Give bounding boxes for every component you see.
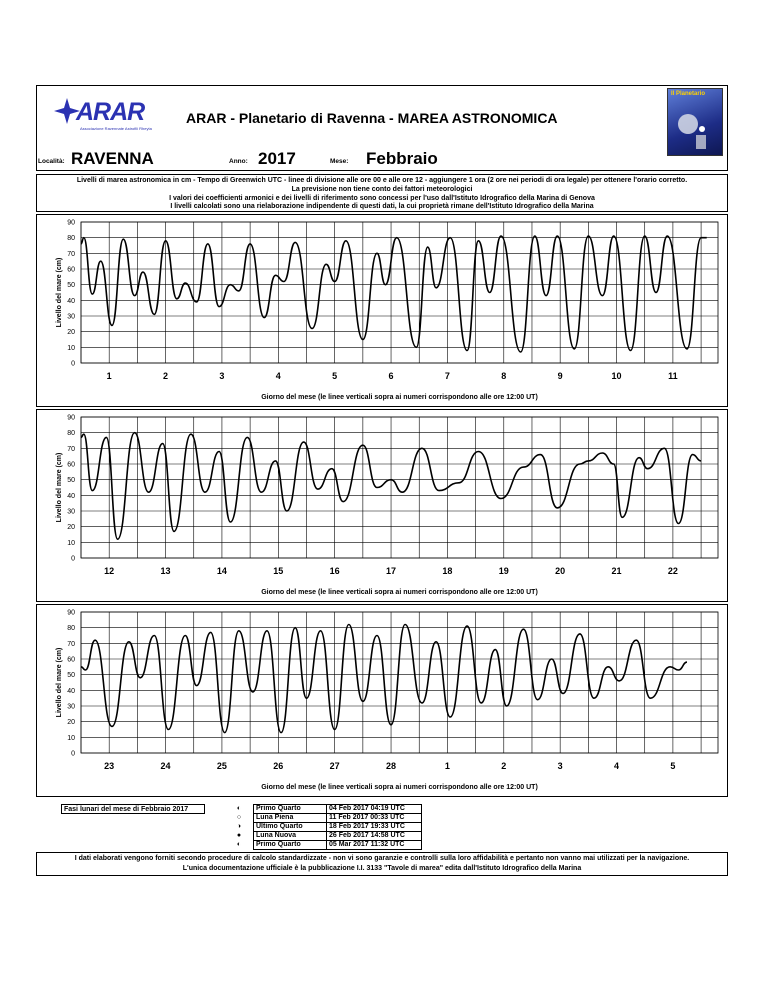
tide-chart-2 — [37, 410, 729, 603]
x-tick-label: 23 — [104, 761, 115, 771]
x-axis-label: Giorno del mese (le linee verticali sopra ai numeri corrispondono alle ore 12:00 UT) — [261, 394, 538, 401]
y-tick-label: 10 — [67, 539, 75, 547]
planetarium-icon — [668, 89, 722, 155]
disclaimer-line: I dati elaborati vengono forniti secondo procedure di calcolo standardizzate - non vi sono garanzie e controlli sulla loro affidabilità e pertanto non vanno mai utilizzati per la navigazione. — [74, 855, 690, 862]
tide-level-line — [81, 625, 687, 733]
logo-text: ARAR — [76, 98, 145, 126]
logo-subtext: Associazione Ravennate Astrofili Rheyta — [80, 126, 152, 131]
tide-chart-panel-2 — [36, 409, 728, 602]
y-tick-label: 90 — [67, 414, 75, 422]
x-tick-label: 3 — [557, 761, 563, 771]
y-axis-label: Livello del mare (cm) — [56, 647, 63, 718]
moon-phase-row — [225, 841, 422, 850]
first-quarter-icon: ◐ — [236, 841, 242, 848]
anno-value: 2017 — [258, 149, 296, 168]
x-tick-label: 1 — [444, 761, 450, 771]
y-tick-label: 30 — [67, 508, 75, 516]
description-panel — [36, 174, 728, 212]
y-tick-label: 50 — [67, 672, 75, 680]
x-axis-label: Giorno del mese (le linee verticali sopra ai numeri corrispondono alle ore 12:00 UT) — [261, 589, 538, 596]
description-line: Livelli di marea astronomica in cm - Tempo di Greenwich UTC - linee di divisione alle ore 00 e alle ore 12 - aggiungere 1 ora (2 ore nei periodi di ora legale) per ottenere l'orario corretto. — [76, 177, 688, 184]
first-quarter-icon: ◐ — [236, 805, 242, 812]
x-tick-label: 6 — [388, 371, 394, 381]
y-tick-label: 80 — [67, 625, 75, 633]
moon-phases-caption: Fasi lunari del mese di Febbraio 2017 — [61, 804, 205, 814]
disclaimer-line: L'unica documentazione ufficiale è la pubblicazione I.I. 3133 "Tavole di marea" edita dall'Istituto Idrografico della Marina — [182, 865, 582, 872]
moon-phase-name: Primo Quarto — [254, 805, 327, 814]
moon-phase-date: 26 Feb 2017 14:58 UTC — [327, 832, 422, 841]
y-tick-label: 20 — [67, 719, 75, 727]
x-tick-label: 17 — [386, 566, 397, 576]
x-tick-label: 15 — [273, 566, 284, 576]
y-tick-label: 50 — [67, 477, 75, 485]
y-tick-label: 0 — [71, 555, 75, 563]
new-moon-icon: ● — [236, 832, 242, 839]
y-tick-label: 10 — [67, 344, 75, 352]
y-tick-label: 30 — [67, 313, 75, 321]
description-line: La previsione non tiene conto dei fattori meteorologici — [291, 186, 473, 193]
x-tick-label: 12 — [104, 566, 115, 576]
y-tick-label: 40 — [67, 297, 75, 305]
y-tick-label: 40 — [67, 687, 75, 695]
x-tick-label: 18 — [442, 566, 453, 576]
x-tick-label: 21 — [611, 566, 622, 576]
moon-phase-date: 18 Feb 2017 19:33 UTC — [327, 823, 422, 832]
x-axis-label: Giorno del mese (le linee verticali sopra ai numeri corrispondono alle ore 12:00 UT) — [261, 784, 538, 791]
y-tick-label: 50 — [67, 282, 75, 290]
y-tick-label: 30 — [67, 703, 75, 711]
x-tick-label: 4 — [275, 371, 281, 381]
x-tick-label: 2 — [501, 761, 507, 771]
mese-value: Febbraio — [366, 149, 438, 168]
tide-chart-3 — [37, 605, 729, 798]
x-tick-label: 24 — [160, 761, 171, 771]
y-tick-label: 0 — [71, 750, 75, 758]
y-tick-label: 70 — [67, 445, 75, 453]
y-tick-label: 60 — [67, 461, 75, 469]
moon-phase-name: Ultimo Quarto — [254, 823, 327, 832]
arar-logo — [52, 96, 152, 136]
y-tick-label: 60 — [67, 266, 75, 274]
x-tick-label: 5 — [332, 371, 338, 381]
x-tick-label: 25 — [216, 761, 227, 771]
y-tick-label: 10 — [67, 734, 75, 742]
x-tick-label: 20 — [555, 566, 566, 576]
last-quarter-icon: ◑ — [236, 823, 242, 830]
y-tick-label: 80 — [67, 430, 75, 438]
full-moon-icon: ○ — [236, 814, 242, 821]
x-tick-label: 3 — [219, 371, 225, 381]
x-tick-label: 7 — [444, 371, 450, 381]
y-tick-label: 40 — [67, 492, 75, 500]
anno-label: Anno: — [229, 158, 248, 165]
moon-phases-table — [225, 804, 422, 850]
y-tick-label: 70 — [67, 250, 75, 258]
book-title: Il Planetario — [671, 91, 706, 97]
moon-phase-row — [225, 814, 422, 823]
y-tick-label: 80 — [67, 235, 75, 243]
moon-phase-row — [225, 805, 422, 814]
x-tick-label: 2 — [163, 371, 169, 381]
x-tick-label: 14 — [216, 566, 227, 576]
x-tick-label: 9 — [557, 371, 563, 381]
y-tick-label: 20 — [67, 524, 75, 532]
x-tick-label: 26 — [273, 761, 284, 771]
y-tick-label: 60 — [67, 656, 75, 664]
description-line: I valori dei coefficienti armonici e dei livelli di riferimento sono concessi per l'uso dall'Istituto Idrografico della Marina di Genova — [169, 194, 595, 202]
y-tick-label: 0 — [71, 360, 75, 368]
y-axis-label: Livello del mare (cm) — [56, 452, 63, 523]
moon-phase-name: Primo Quarto — [254, 841, 327, 850]
x-tick-label: 16 — [329, 566, 340, 576]
tide-chart-1 — [37, 215, 729, 408]
x-tick-label: 13 — [160, 566, 171, 576]
x-tick-label: 19 — [498, 566, 509, 576]
x-tick-label: 10 — [611, 371, 622, 381]
y-tick-label: 70 — [67, 640, 75, 648]
y-axis-label: Livello del mare (cm) — [56, 257, 63, 328]
x-tick-label: 11 — [668, 371, 678, 381]
x-tick-label: 22 — [667, 566, 678, 576]
localita-label: Località: — [38, 158, 65, 165]
tide-chart-panel-3 — [36, 604, 728, 797]
x-tick-label: 1 — [106, 371, 112, 381]
localita-value: RAVENNA — [71, 149, 154, 168]
moon-phase-date: 05 Mar 2017 11:32 UTC — [327, 841, 422, 850]
y-tick-label: 90 — [67, 609, 75, 617]
x-tick-label: 5 — [670, 761, 676, 771]
moon-phase-name: Luna Nuova — [254, 832, 327, 841]
moon-phase-row — [225, 832, 422, 841]
moon-phase-date: 04 Feb 2017 04:19 UTC — [327, 805, 422, 814]
y-tick-label: 20 — [67, 329, 75, 337]
moon-phase-date: 11 Feb 2017 00:33 UTC — [327, 814, 422, 823]
x-tick-label: 4 — [614, 761, 620, 771]
moon-phase-row — [225, 823, 422, 832]
y-tick-label: 90 — [67, 219, 75, 227]
tide-chart-panel-1 — [36, 214, 728, 407]
description-line: I livelli calcolati sono una rielaborazione indipendente di questi dati, la cui proprietà rimane dell'Istituto Idrografico della Marina — [170, 203, 594, 210]
x-tick-label: 27 — [329, 761, 340, 771]
disclaimer-panel — [36, 852, 728, 876]
x-tick-label: 28 — [386, 761, 397, 771]
planetarium-book-image — [667, 88, 723, 156]
mese-label: Mese: — [330, 158, 349, 165]
moon-phase-name: Luna Piena — [254, 814, 327, 823]
x-tick-label: 8 — [501, 371, 507, 381]
page-title: ARAR - Planetario di Ravenna - MAREA ASTRONOMICA — [186, 110, 558, 126]
plot-frame — [81, 417, 718, 558]
